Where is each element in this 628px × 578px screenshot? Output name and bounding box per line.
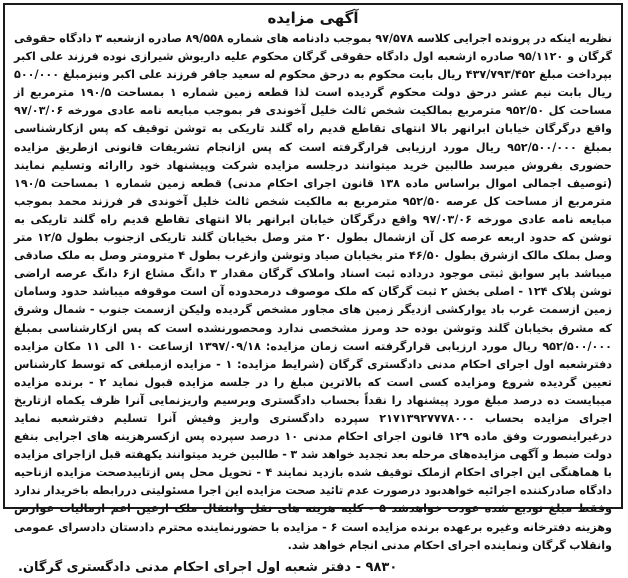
notice-footer: ۹۸۳۰ - دفتر شعبه اول اجرای احکام مدنی دادگستری گرگان. — [18, 559, 398, 575]
notice-title: آگهی مزایده — [267, 9, 359, 27]
auction-notice — [3, 3, 623, 575]
notice-body: نظریه اینکه در پرونده اجرایی کلاسه ۹۷/۵۷۸ بموجب دادنامه های شماره ۸۹/۵۵۸ صادره ازشعبه ۳ دادگاه حقوقی گرگان و ۹۵/۱۱۲۰ صادره ازشعبه اول دادگاه حقوقی گرگان محکوم علیه داریوش شیرازی نوده فرزند علی اکبر بپرداخت مبلغ ۴۳۷/۷۹۳/۴۵۲ ریال بابت محکوم به درحق محکوم له سعید جافر فرزند علی اکبر ونیزمبلغ ۵۰۰/۰۰۰ ریال بابت نیم عشر درحق دولت محکوم گردیده است لذا قطعه زمین شماره ۱ بمساحت ۱۹۰/۵ مترمربع از مساحت کل ۹۵۲/۵۰ مترمربع بمالکیت شخص ثالث خلیل آخوندی فر بموجب مبایعه نامه عادی مورخه ۹۷/۰۳/۰۶ واقع درگرگان خیابان ابرانهر بالا انتهای تقاطع قدیم راه گلند تاریکی به توشن توقیف که پس ازکارشناسی بمبلغ ۹۵۲/۵۰۰/۰۰۰ ریال مورد ارزیابی قرارگرفته است که پس ازانجام تشریفات قانونی ازطریق مزایده حضوری بفروش میرسد طالبین خرید میتوانند درجلسه مزایده شرکت وپیشنهاد خود راارائه وتسلیم نمایند (توصیف اجمالی اموال براساس ماده ۱۳۸ قانون اجرای احکام مدنی) قطعه زمین شماره ۱ بمساحت ۱۹۰/۵ مترمربع از مساحت کل عرصه ۹۵۲/۵۰ مترمربع به مالکیت شخص ثالث خلیل آخوندی فر فرزند محمد بموجب مبایعه نامه عادی مورخه ۹۷/۰۳/۰۶ واقع درگرگان خیابان ابرانهر بالا انتهای تقاطع قدیم راه گلند تاریکی به توشن که حدود اربعه عرصه کل آن ازشمال بطول ۲۰ متر وصل بخیابان گلند تاریکی ازجنوب بطول ۱۲/۵ متر وصل بملک مالک ازشرق بطول ۴۶/۵۰ متر بخیابان صیاد وتوشن وازغرب بطول ۴ مترومتر وصل به ملک صادقی میباشد باپر سوابق ثبتی موجود درداده ثبت اسناد واملاک گرگان مقدار ۳ دانگ مشاع از۶ دانگ عرصه اراضی توشن پلاک ۱۲۴ - اصلی بخش ۲ ثبت گرگان که ملک موصوف درمحدوده آن است موقوفه میباشد حدود وسامان زمین ازسمت غرب باد یوارکشی ازدیگر زمین های مجاور مشخص گردیده ولیکن ازسمت جنوب - شمال وشرق که مشرق بخیابان گلند وتوشن بوده حد ومرز مشخصی ندارد ومحصورنشده است که پس ازکارشناسی بمبلغ ۹۵۲/۵۰۰/۰۰۰ ریال مورد ارزیابی قرارگرفته است زمان مزایده: ۱۳۹۷/۰۹/۱۸ ازساعت ۱۰ الی ۱۱ مکان مزایده دفترشعبه اول اجرای احکام مدنی دادگستری گرگان (شرایط مزایده: ۱ - مزایده ازمبلغی که توسط کارشناس تعیین گردیده شروع ومزایده کسی است که بالاترین مبلغ را در جلسه مزایده قبول نماید ۲ - برنده مزایده میبایست ده درصد مبلغ مورد پیشنهاد را نقداً بحساب دادگستری وبرسیم واریزنمایی آنرا ظرف یکماه ازتاریخ اجرای مزایده بحساب ۲۱۷۱۳۹۲۷۷۷۸۰۰۰ سپرده دادگستری واریز وفیش آنرا تسلیم دفترشعبه نماید درغیراینصورت وفق ماده ۱۲۹ قانون اجرای احکام مدنی ۱۰ درصد سپرده پس ازکسرهزینه های اجرایی بنفع دولت ضبط و آگهی مزایده‌های مرحله بعد تجدید خواهد شد ۳ - طالبین خرید میتوانند یکهفته قبل ازاجرای مزایده با هماهنگی این اجرای احکام ازملک توقیف شده بازدید نمایند ۴ - تحویل محل پس ازتاییدصحت مزایده ازناحیه دادگاه صادرکننده اجرائیه خواهدبود درصورت عدم تائید صحت مزایده این اجرا مسئولیتی دررابطه باخریدار ندارد وفقط مبلغ تودیع شده عودت خواهدشد ۵ - کلیه هزینه های نقل وانتقال ملک ازعین اعم ازمالیات عوارض وهزینه دفترخانه وغیره برعهده برنده مزایده است ۶ - مزایده با حضورنماینده محترم دادستان دادسرای عمومی وانقلاب گرگان ونماینده اجرای احکام مدنی انجام خواهد شد. — [14, 32, 613, 552]
